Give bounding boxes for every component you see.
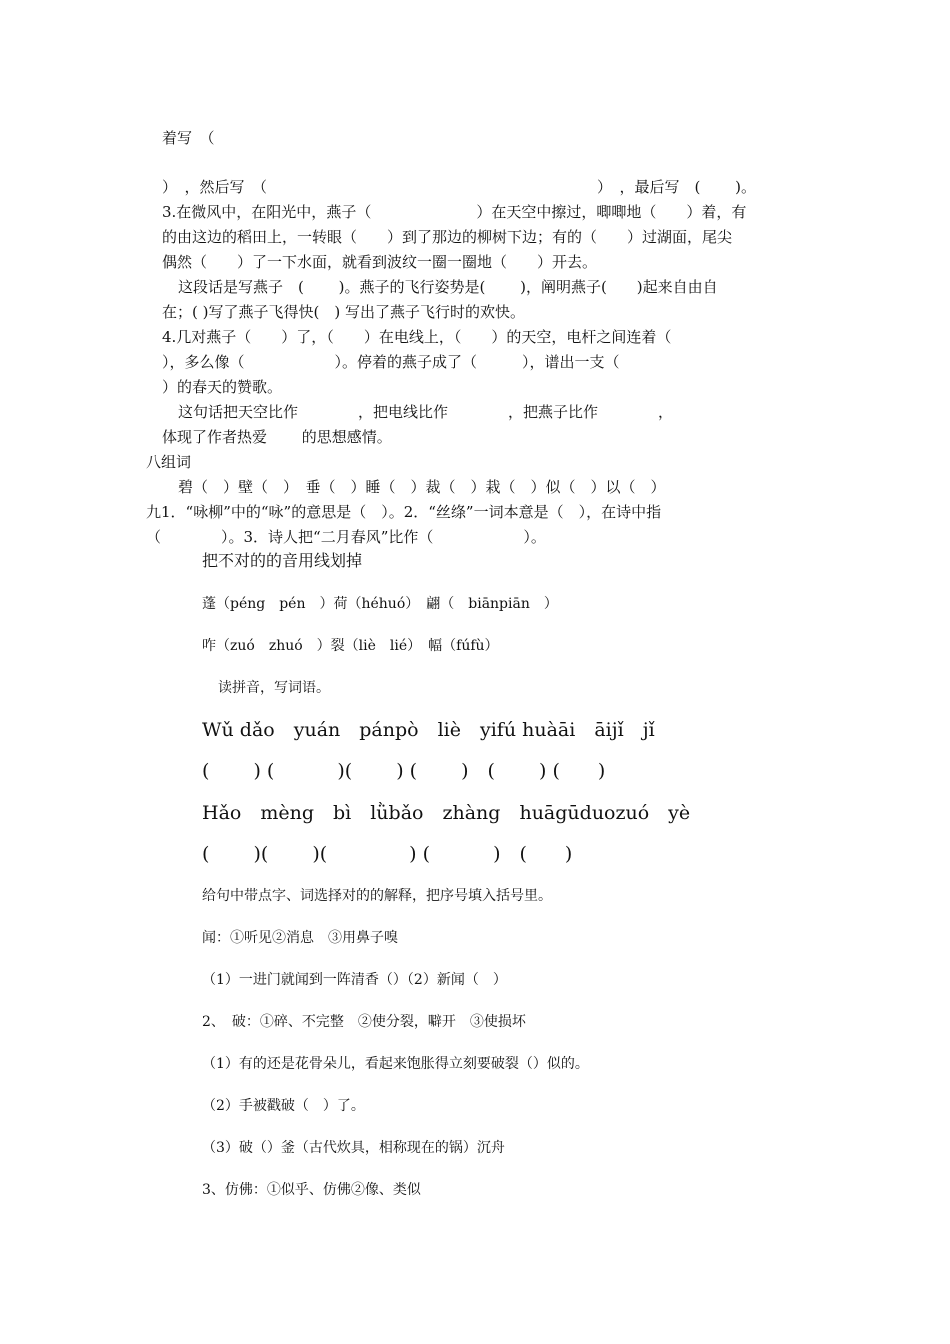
exercise-heading: 把不对的的音用线划掉 [202, 551, 363, 570]
text-line: （2）手被戳破（ ）了。 [202, 1098, 365, 1114]
text-line: （1）有的还是花骨朵儿，看起来饱胀得立刻要破裂（）似的。 [202, 1056, 589, 1072]
pinyin-row: Wǔ dǎo yuán pánpò liè yifú huàāi āijǐ jǐ [202, 719, 655, 741]
text-line: 的由这边的稻田上，一转眼（ ）到了那边的柳树下边；有的（ ）过湖面，尾尖 [162, 228, 733, 246]
text-line: （3）破（）釜（古代炊具，相称现在的锅）沉舟 [202, 1140, 505, 1156]
text-line: 偶然（ ）了一下水面，就看到波纹一圈一圈地（ ）开去。 [162, 253, 598, 271]
exercise-heading: 读拼音，写词语。 [218, 680, 330, 696]
exercise-heading: 给句中带点字、词选择对的的解释，把序号填入括号里。 [202, 888, 552, 904]
text-line: 2、 破：①碎、不完整 ②使分裂，噼开 ③使损坏 [202, 1014, 526, 1030]
text-line: 4.几对燕子（ ）了，（ ）在电线上，（ ）的天空，电杆之间连着（ [162, 328, 672, 346]
text-line: 闻：①听见②消息 ③用鼻子嗅 [202, 930, 398, 946]
answer-blanks-row: ( ) ( )( ) ( ) ( ) ( ) [202, 760, 606, 782]
text-line: 着写 （ [162, 129, 215, 147]
text-line: （ ）。3．诗人把“二月春风”比作（ ）。 [146, 528, 546, 546]
text-line: 碧（ ）壁（ ） 垂（ ）睡（ ）裁（ ）栽（ ）似（ ）以（ ） [178, 478, 666, 496]
answer-blanks-row: ( )( )( ) ( ) ( ) [202, 843, 573, 865]
text-line: （1）一进门就闻到一阵清香（）（2）新闻（ ） [202, 972, 507, 988]
section-heading: 八组词 [146, 453, 192, 471]
text-line: ）的春天的赞歌。 [162, 378, 283, 396]
text-line: 体现了作者热爱 的思想感情。 [162, 428, 392, 446]
text-line: 咋（zuó zhuó ）裂（liè lié） 幅（fúfù） [202, 638, 499, 654]
text-line: 这段话是写燕子 ( )。燕子的飞行姿势是( )，阐明燕子( )起来自由自 [178, 278, 718, 296]
text-line: 3、仿佛：①似乎、仿佛②像、类似 [202, 1182, 421, 1198]
text-line: 这句话把天空比作 ，把电线比作 ，把燕子比作 ， [178, 403, 674, 421]
text-line: 九1．“咏柳”中的“咏”的意思是（ ）。2．“丝绦”一词本意是（ ），在诗中指 [146, 503, 662, 521]
pinyin-row: Hǎo mèng bì lǜbǎo zhàng huāgūduozuó yè [202, 802, 691, 824]
text-line: ），多么像（ ）。停着的燕子成了（ ），谱出一支（ [162, 353, 620, 371]
text-line: 在；( )写了燕子飞得快( ) 写出了燕子飞行时的欢快。 [162, 303, 525, 321]
text-line: 蓬（péng pén ）荷（héhuó） 翩（ biānpiān ） [202, 596, 558, 612]
text-line: 3.在微风中，在阳光中，燕子（ ）在天空中擦过，唧唧地（ ）着，有 [162, 203, 747, 221]
text-line: ） ，然后写 （ ） ，最后写 ( )。 [162, 178, 756, 196]
